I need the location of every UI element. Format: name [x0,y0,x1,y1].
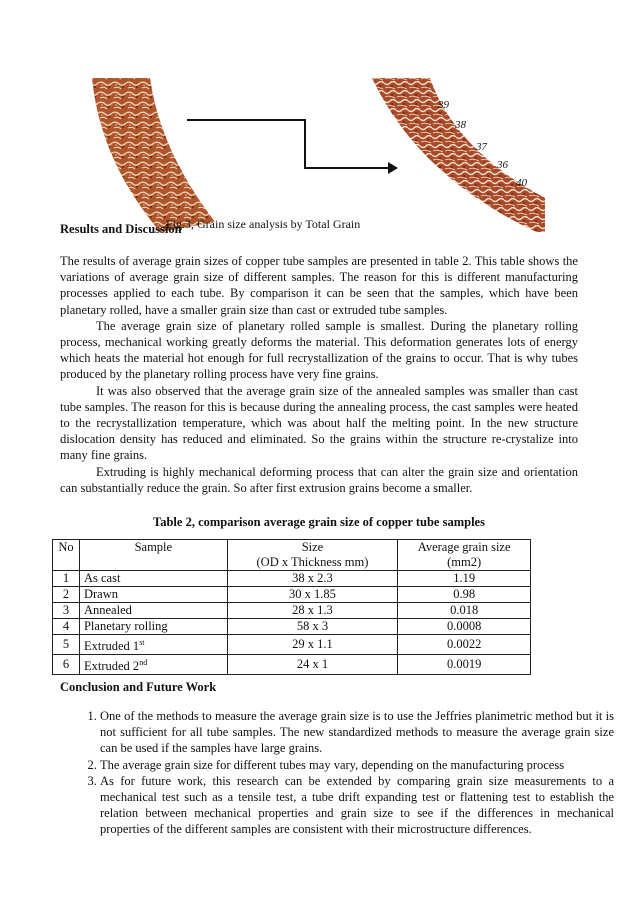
cell-no: 4 [53,619,80,635]
annotation-38: 38 [455,119,466,131]
conclusion-item: 3. As for future work, this research can be extended by comparing grain size measurements to a mechanical test such as a tensile test, a tube drift expanding test or flattening test to establish the relation between mechanical properties and grain size to see if the differences in mechanical properties of the different samples are consistent with their microstructure differences. [100,773,614,838]
left-sample-arc [92,78,215,232]
sample-name: Planetary rolling [83,619,168,633]
cell-grain: 1.19 [398,571,531,587]
figure-caption: Fig.3, Grain size analysis by Total Grain [166,217,361,231]
grain-size-table [52,539,531,675]
table-row [53,571,531,587]
cell-no: 6 [53,655,80,675]
header-size [227,540,398,571]
cell-size: 28 x 1.3 [227,603,398,619]
results-heading: Results and Discussion [60,222,182,236]
annotation-40: 40 [516,177,527,189]
header-no: No [53,540,80,571]
results-paragraph-4: Extruding is highly mechanical deforming process that can alter the grain size and orientation can substantially reduce the grain. So after first extrusion grains become a smaller. [60,464,578,495]
cell-no: 1 [53,571,80,587]
annotation-37: 37 [476,141,487,153]
header-grain [398,540,531,571]
table-header-row [53,540,531,571]
sample-name: Extruded 2 [83,659,140,674]
cell-sample [79,603,227,619]
sample-name: Annealed [83,603,132,617]
table-row [53,587,531,603]
cell-grain: 0.018 [398,603,531,619]
results-paragraph-2: The average grain size of planetary rolled sample is smallest. During the planetary rolling process, mechanical working greatly deforms the material. This deformation generates lots of energy which heats the material hot enough for full recrystallization of the grains to occur. That is why tubes produced by the planetary rolling process have very fine grains. [60,318,578,382]
cell-size: 24 x 1 [227,655,398,675]
header-grain-label: Average grain size [417,540,511,554]
table-row [53,655,531,675]
conclusion-heading: Conclusion and Future Work [60,680,217,694]
header-grain-sub: (mm2) [447,555,482,569]
table-row [53,619,531,635]
cell-size: 30 x 1.85 [227,587,398,603]
annotation-39: 39 [438,99,449,111]
connector-arrow [187,120,388,168]
ordinal-suffix: st [139,638,145,647]
cell-grain: 0.0022 [398,635,531,655]
cell-no: 2 [53,587,80,603]
cell-sample [79,587,227,603]
table-row [53,603,531,619]
cell-sample [79,619,227,635]
cell-no: 5 [53,635,80,655]
table-caption: Table 2, comparison average grain size of copper tube samples [153,515,485,529]
cell-sample [79,655,227,675]
cell-sample [79,571,227,587]
header-size-label: Size [301,540,324,554]
cell-no: 3 [53,603,80,619]
conclusion-item: 2. The average grain size for different tubes may vary, depending on the manufacturing process [100,757,614,773]
cell-grain: 0.98 [398,587,531,603]
cell-sample [79,635,227,655]
sample-name: Extruded 1 [83,639,140,654]
conclusion-list [64,708,614,838]
conclusion-item: 1. One of the methods to measure the average grain size is to use the Jeffries planimetric method but it is not sufficient for all tube samples. The new standardized methods to measure the average grain size can be used if the samples have large grains. [100,708,614,757]
cell-size: 29 x 1.1 [227,635,398,655]
annotation-36: 36 [497,159,508,171]
table-row [53,635,531,655]
cell-grain: 0.0008 [398,619,531,635]
cell-size: 58 x 3 [227,619,398,635]
cell-grain: 0.0019 [398,655,531,675]
arrow-head-icon [388,162,398,174]
results-body [60,253,578,496]
header-sample: Sample [79,540,227,571]
figure-3 [0,0,638,232]
grain-micrograph-figure [0,0,638,232]
ordinal-suffix: nd [139,658,148,668]
results-paragraph-1: The results of average grain sizes of copper tube samples are presented in table 2. This table shows the variations of average grain size of different samples. The reason for this is different manufacturing processes applied to each tube. By comparison it can be seen that the samples, which have been planetary rolled, have a smaller grain size than cast or extruded tube samples. [60,254,578,317]
sample-name: As cast [83,571,121,585]
right-sample-arc [372,78,545,232]
header-size-sub: (OD x Thickness mm) [256,555,369,569]
cell-size: 38 x 2.3 [227,571,398,587]
results-paragraph-3: It was also observed that the average grain size of the annealed samples was smaller than cast tube samples. The reason for this is because during the annealing process, the cast samples were heated to the recrystallization temperature, which was about half the melting point. In the new structure dislocation density has reduced and eliminated. So the grains within the structure re-crystalize into many fine grains. [60,383,578,463]
sample-name: Drawn [83,587,118,601]
